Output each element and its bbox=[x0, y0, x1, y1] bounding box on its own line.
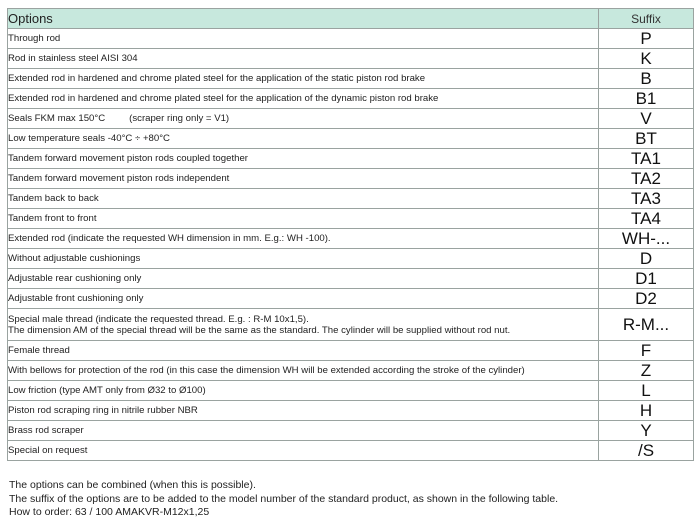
table-row bbox=[8, 229, 694, 249]
option-description-line: Tandem back to back bbox=[8, 193, 99, 204]
option-suffix: H bbox=[599, 401, 694, 421]
table-header-row bbox=[8, 9, 694, 29]
table-row bbox=[8, 149, 694, 169]
option-description-line: Tandem forward movement piston rods independent bbox=[8, 173, 230, 184]
option-description bbox=[8, 189, 599, 209]
option-description bbox=[8, 361, 599, 381]
option-description bbox=[8, 169, 599, 189]
option-suffix: P bbox=[599, 29, 694, 49]
table-row bbox=[8, 69, 694, 89]
option-suffix: B1 bbox=[599, 89, 694, 109]
option-description-line: With bellows for protection of the rod (in this case the dimension WH will be extended according the stroke of the cylinder) bbox=[8, 365, 525, 376]
table-row bbox=[8, 169, 694, 189]
footer-suffix-note: The suffix of the options are to be added to the model number of the standard product, as shown in the following table. bbox=[9, 492, 559, 505]
option-suffix: F bbox=[599, 341, 694, 361]
option-description-line: Female thread bbox=[8, 345, 70, 356]
option-description-line: Low friction (type AMT only from Ø32 to Ø100) bbox=[8, 385, 206, 396]
table-row bbox=[8, 289, 694, 309]
option-suffix: TA3 bbox=[599, 189, 694, 209]
table-row bbox=[8, 361, 694, 381]
option-description bbox=[8, 49, 599, 69]
options-column-header: Options bbox=[8, 9, 599, 29]
option-suffix: WH-... bbox=[599, 229, 694, 249]
option-suffix: K bbox=[599, 49, 694, 69]
option-description bbox=[8, 401, 599, 421]
option-description bbox=[8, 269, 599, 289]
table-row bbox=[8, 421, 694, 441]
option-description bbox=[8, 129, 599, 149]
option-description-line: Brass rod scraper bbox=[8, 425, 84, 436]
option-suffix: D bbox=[599, 249, 694, 269]
option-description-line bbox=[8, 113, 598, 124]
table-row bbox=[8, 109, 694, 129]
option-description bbox=[8, 229, 599, 249]
footer-notes bbox=[9, 479, 558, 520]
option-description bbox=[8, 149, 599, 169]
table-row bbox=[8, 209, 694, 229]
option-description-line: Without adjustable cushionings bbox=[8, 253, 141, 264]
option-description bbox=[8, 209, 599, 229]
option-description-text: Seals FKM max 150°C bbox=[8, 113, 106, 124]
option-description-line: Extended rod in hardened and chrome plated steel for the application of the static piston rod brake bbox=[8, 73, 426, 84]
option-description bbox=[8, 109, 599, 129]
option-note: (scraper ring only = V1) bbox=[129, 113, 230, 124]
option-description bbox=[8, 441, 599, 461]
option-description bbox=[8, 29, 599, 49]
option-description-line: Extended rod (indicate the requested WH dimension in mm. E.g.: WH -100). bbox=[8, 233, 331, 244]
option-suffix: Z bbox=[599, 361, 694, 381]
table-row bbox=[8, 49, 694, 69]
option-suffix: TA2 bbox=[599, 169, 694, 189]
option-suffix: D2 bbox=[599, 289, 694, 309]
option-description-line: Special male thread (indicate the requested thread. E.g. : R-M 10x1,5). bbox=[8, 313, 309, 325]
footer-combine-note: The options can be combined (when this is possible). bbox=[9, 479, 256, 491]
option-suffix: TA1 bbox=[599, 149, 694, 169]
option-description bbox=[8, 309, 599, 341]
table-row bbox=[8, 341, 694, 361]
option-description bbox=[8, 421, 599, 441]
option-suffix: B bbox=[599, 69, 694, 89]
option-suffix: L bbox=[599, 381, 694, 401]
table-row bbox=[8, 309, 694, 341]
option-description bbox=[8, 341, 599, 361]
table-row bbox=[8, 441, 694, 461]
option-description bbox=[8, 289, 599, 309]
table-row bbox=[8, 269, 694, 289]
option-description-line: The dimension AM of the special thread will be the same as the standard. The cylinder will be supplied without rod nut. bbox=[8, 324, 511, 336]
option-suffix: Y bbox=[599, 421, 694, 441]
option-suffix: BT bbox=[599, 129, 694, 149]
option-description-line: Tandem forward movement piston rods coupled together bbox=[8, 153, 248, 164]
option-description-line: Extended rod in hardened and chrome plated steel for the application of the dynamic piston rod brake bbox=[8, 93, 439, 104]
option-suffix: D1 bbox=[599, 269, 694, 289]
options-table-body bbox=[8, 29, 694, 461]
option-description bbox=[8, 89, 599, 109]
option-description-line: Tandem front to front bbox=[8, 213, 97, 224]
option-description bbox=[8, 249, 599, 269]
suffix-column-header: Suffix bbox=[599, 9, 694, 29]
option-suffix: V bbox=[599, 109, 694, 129]
option-description-line: Rod in stainless steel AISI 304 bbox=[8, 53, 138, 64]
table-row bbox=[8, 29, 694, 49]
option-description-line: Through rod bbox=[8, 33, 61, 44]
option-suffix: /S bbox=[599, 441, 694, 461]
option-description bbox=[8, 381, 599, 401]
option-description-line: Low temperature seals -40°C ÷ +80°C bbox=[8, 133, 170, 144]
footer-how-to-order: How to order: 63 / 100 AMAKVR-M12x1,25 bbox=[9, 506, 210, 518]
option-suffix: TA4 bbox=[599, 209, 694, 229]
options-table bbox=[7, 8, 694, 461]
table-row bbox=[8, 381, 694, 401]
option-suffix: R-M... bbox=[599, 309, 694, 341]
table-row bbox=[8, 401, 694, 421]
table-row bbox=[8, 249, 694, 269]
table-row bbox=[8, 189, 694, 209]
table-row bbox=[8, 89, 694, 109]
table-row bbox=[8, 129, 694, 149]
option-description-line: Piston rod scraping ring in nitrile rubber NBR bbox=[8, 405, 198, 416]
option-description-line: Adjustable front cushioning only bbox=[8, 293, 144, 304]
option-description bbox=[8, 69, 599, 89]
option-description-line: Adjustable rear cushioning only bbox=[8, 273, 142, 284]
option-description-line: Special on request bbox=[8, 445, 88, 456]
